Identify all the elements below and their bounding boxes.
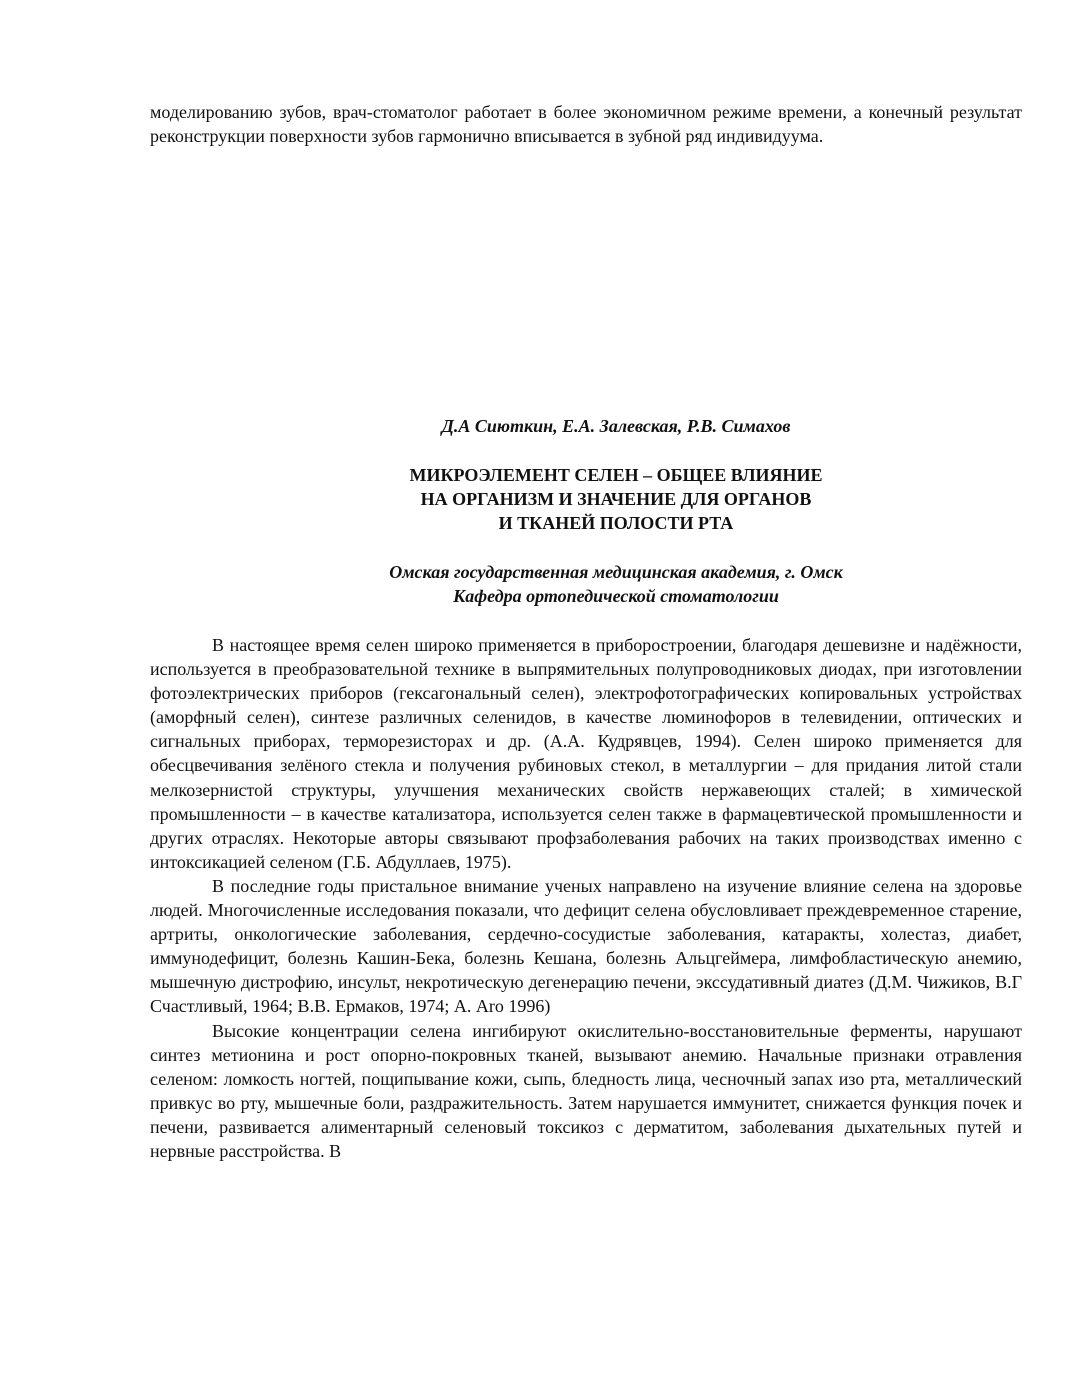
body-paragraph: В настоящее время селен широко применяется в приборостроении, благодаря дешевизне и надёжности, используется в преобразовательной технике в выпрямительных полупроводниковых диодах, при изготовлении фотоэлектрических приборов (гексагональный селен), электрофотографических копировальных устройствах (аморфный селен), синтезе различных селенидов, в качестве люминофоров в телевидении, оптических и сигнальных приборах, терморезисторах и др. (А.А. Кудрявцев, 1994). Селен широко применяется для обесцвечивания зелёного стекла и получения рубиновых стекол, в металлургии – для придания литой стали мелкозернистой структуры, улучшения механических свойств нержавеющих сталей; в химической промышленности – в качестве катализатора, используется селен также в фармацевтической промышленности и других отраслях. Некоторые авторы связывают профзаболевания рабочих на таких производствах именно с интоксикацией селеном (Г.Б. Абдуллаев, 1975).	[150, 635, 1022, 872]
article-title	[150, 463, 1071, 535]
body-paragraph: Высокие концентрации селена ингибируют окислительно-восстановительные ферменты, нарушают синтез метионина и рост опорно-покровных тканей, вызывают анемию. Начальные признаки отравления селеном: ломкость ногтей, пощипывание кожи, сыпь, бледность лица, чесночный запах изо рта, металлический привкус во рту, мышечные боли, раздражительность. Затем нарушается иммунитет, снижается функция почек и печени, развивается алиментарный селеновый токсикоз с дерматитом, заболевания дыхательных путей и нервные расстройства. В	[150, 1020, 1022, 1161]
article-title-line: НА ОРГАНИЗМ И ЗНАЧЕНИЕ ДЛЯ ОРГАНОВ	[420, 489, 812, 509]
previous-article-continuation: моделированию зубов, врач-стоматолог работает в более экономичном режиме времени, а конечный результат реконструкции поверхности зубов гармонично вписывается в зубной ряд индивидуума.	[150, 102, 1022, 146]
affiliation-institution: Омская государственная медицинская академия, г. Омск	[389, 562, 843, 582]
article-title-line: И ТКАНЕЙ ПОЛОСТИ РТА	[498, 513, 734, 533]
article-body	[150, 633, 1022, 1163]
affiliation-department: Кафедра ортопедической стоматологии	[453, 586, 779, 606]
article-affiliation	[150, 560, 1071, 608]
article-authors: Д.А Сиюткин, Е.А. Залевская, Р.В. Симахов	[441, 416, 791, 436]
body-paragraph: В последние годы пристальное внимание ученых направлено на изучение влияние селена на здоровье людей. Многочисленные исследования показали, что дефицит селена обусловливает преждевременное старение, артриты, онкологические заболевания, сердечно-сосудистые заболевания, катаракты, холестаз, диабет, иммунодефицит, болезнь Кашин-Бека, болезнь Кешана, болезнь Альцгеймера, лимфобластическую анемию, мышечную дистрофию, инсульт, некротическую дегенерацию печени, экссудативный диатез (Д.М. Чижиков, В.Г Счастливый, 1964; В.В. Ермаков, 1974; А. Aro 1996)	[150, 875, 1022, 1017]
article-title-line: МИКРОЭЛЕМЕНТ СЕЛЕН – ОБЩЕЕ ВЛИЯНИЕ	[409, 465, 823, 485]
